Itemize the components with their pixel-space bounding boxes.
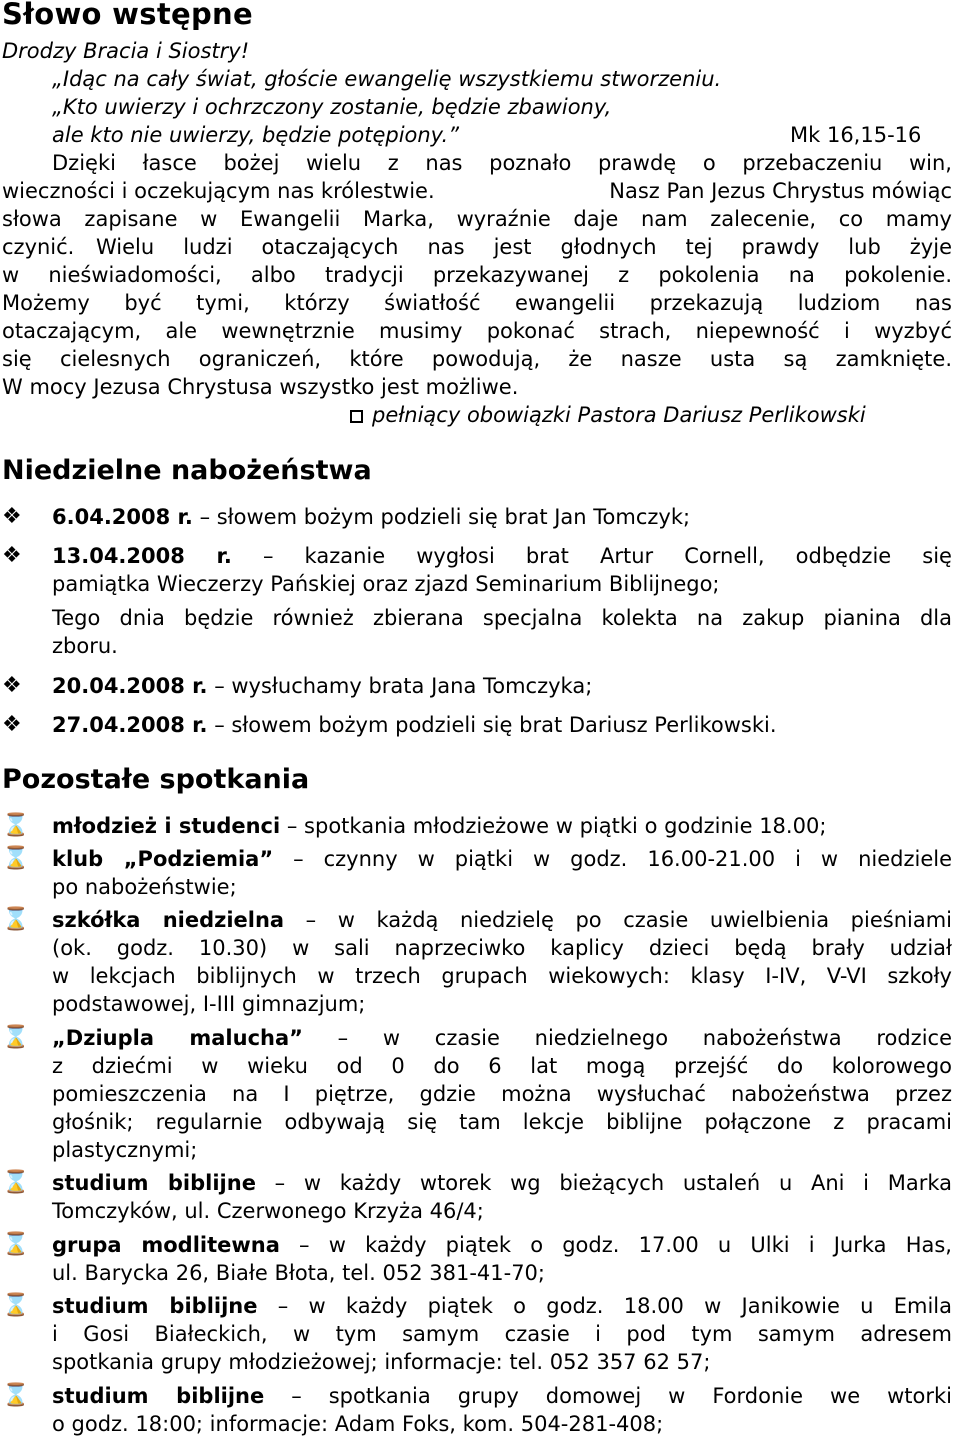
service-date: 13.04.2008 r. <box>52 544 232 568</box>
meeting-item <box>52 812 826 840</box>
intro-text-line: Dzięki łasce bożej wielu z nas poznało prawdę o przebaczeniu win, <box>52 151 952 175</box>
service-note-line: Tego dnia będzie również zbierana specjalna kolekta na zakup pianina dla <box>52 606 952 630</box>
hourglass-icon: ⌛ <box>2 1293 30 1318</box>
intro-text-line: w nieświadomości, albo tradycji przekazywanej z pokolenia na pokolenie. <box>2 263 952 287</box>
meeting-name: klub „Podziemia” <box>52 847 274 871</box>
meeting-description-line: głośnik; regularnie odbywają się tam lekcje biblijne połączone z pracami <box>52 1110 952 1134</box>
service-date: 20.04.2008 r. <box>52 674 208 698</box>
greeting: Drodzy Bracia i Siostry! <box>2 39 250 63</box>
four-diamond-star-icon: ❖ <box>2 543 22 568</box>
meeting-description-line: z dziećmi w wieku od 0 do 6 lat mogą przejść do kolorowego <box>52 1054 952 1078</box>
meeting-bullet <box>2 812 46 840</box>
intro-text-line: W mocy Jezusa Chrystusa wszystko jest możliwe. <box>2 375 519 399</box>
hourglass-icon: ⌛ <box>2 907 30 932</box>
service-bullet <box>2 711 46 739</box>
four-diamond-star-icon: ❖ <box>2 504 22 529</box>
service-bullet <box>2 672 46 700</box>
meeting-description-line: spotkania grupy młodzieżowej; informacje: tel. 052 357 62 57; <box>52 1350 711 1374</box>
service-date: 6.04.2008 r. <box>52 505 193 529</box>
intro-text-line: wieczności i oczekującym nas królestwie. <box>2 179 435 203</box>
meeting-description-line: o godz. 18:00; informacje: Adam Foks, kom. 504-281-408; <box>52 1412 664 1436</box>
meeting-item <box>52 1169 952 1197</box>
service-item <box>52 672 592 700</box>
meeting-bullet <box>2 906 46 934</box>
meeting-description: – spotkania młodzieżowe w piątki o godzinie 18.00; <box>280 814 827 838</box>
meeting-name: szkółka niedzielna <box>52 908 285 932</box>
service-item <box>52 503 690 531</box>
service-description: – kazanie wygłosi brat Artur Cornell, odbędzie się <box>231 544 952 568</box>
service-description: – wysłuchamy brata Jana Tomczyka; <box>207 674 593 698</box>
meeting-description: – spotkania grupy domowej w Fordonie we wtorki <box>264 1384 952 1408</box>
section-heading-nabozenstwa: Niedzielne nabożeństwa <box>2 455 372 486</box>
meeting-item <box>52 1231 952 1259</box>
four-diamond-star-icon: ❖ <box>2 712 22 737</box>
intro-text-line: się cielesnych ograniczeń, które powodują, że nasze usta są zamknięte. <box>2 347 952 371</box>
meeting-item <box>52 1382 952 1410</box>
section-heading-pozostale-spotkania: Pozostałe spotkania <box>2 764 310 795</box>
meeting-description: – czynny w piątki w godz. 16.00-21.00 i w niedziele <box>273 847 953 871</box>
service-description-line: pamiątka Wieczerzy Pańskiej oraz zjazd Seminarium Biblijnego; <box>52 572 720 596</box>
intro-text-line: czynić. <box>2 235 75 259</box>
meeting-description-line: w lekcjach biblijnych w trzech grupach wiekowych: klasy I-IV, V-VI szkoły <box>52 964 952 988</box>
meeting-item <box>52 906 952 934</box>
meeting-item <box>52 845 952 873</box>
intro-text-line: słowa zapisane w Ewangelii Marka, wyraźnie daje nam zalecenie, co mamy <box>2 207 952 231</box>
meeting-name: młodzież i studenci <box>52 814 281 838</box>
service-item <box>52 542 952 570</box>
hourglass-icon: ⌛ <box>2 1025 30 1050</box>
signature <box>350 401 866 429</box>
scripture-reference: Mk 16,15-16 <box>790 123 922 147</box>
service-description: – słowem bożym podzieli się brat Dariusz Perlikowski. <box>207 713 777 737</box>
meeting-description-line: i Gosi Białeckich, w tym samym czasie i pod tym samym adresem <box>52 1322 952 1346</box>
meeting-description-line: ul. Barycka 26, Białe Błota, tel. 052 381-41-70; <box>52 1261 545 1285</box>
meeting-description: – w każdą niedzielę po czasie uwielbienia pieśniami <box>284 908 953 932</box>
hourglass-icon: ⌛ <box>2 813 30 838</box>
meeting-bullet <box>2 1292 46 1320</box>
meeting-name: studium biblijne <box>52 1384 265 1408</box>
section-heading-slowo-wstepne: Słowo wstępne <box>2 0 253 31</box>
service-description: – słowem bożym podzieli się brat Jan Tomczyk; <box>192 505 691 529</box>
checkbox-icon <box>350 410 363 423</box>
meeting-description: – w każdy piątek o godz. 17.00 u Ulki i Jurka Has, <box>279 1233 952 1257</box>
meeting-bullet <box>2 845 46 873</box>
meeting-description: – w czasie niedzielnego nabożeństwa rodzice <box>302 1026 952 1050</box>
meeting-bullet <box>2 1231 46 1259</box>
meeting-name: „Dziupla malucha” <box>52 1026 303 1050</box>
meeting-bullet <box>2 1169 46 1197</box>
meeting-description: – w każdy wtorek wg bieżących ustaleń u Ani i Marka <box>255 1171 953 1195</box>
meeting-bullet <box>2 1024 46 1052</box>
intro-text-line: Wielu ludzi otaczających nas jest głodnych tej prawdy lub żyje <box>96 235 952 259</box>
meeting-description-line: (ok. godz. 10.30) w sali naprzeciwko kaplicy dzieci będą brały udział <box>52 936 952 960</box>
intro-text-line: Możemy być tymi, którzy światłość ewangelii przekazują ludziom nas <box>2 291 952 315</box>
meeting-name: studium biblijne <box>52 1294 258 1318</box>
meeting-item <box>52 1292 952 1320</box>
meeting-item <box>52 1024 952 1052</box>
four-diamond-star-icon: ❖ <box>2 673 22 698</box>
meeting-description-line: podstawowej, I-III gimnazjum; <box>52 992 366 1016</box>
service-note-line: zboru. <box>52 634 118 658</box>
service-bullet <box>2 503 46 531</box>
service-item <box>52 711 777 739</box>
meeting-description-line: po nabożeństwie; <box>52 875 237 899</box>
quote-line-1: „Idąc na cały świat, głoście ewangelię wszystkiemu stworzeniu. <box>52 67 722 91</box>
quote-line-3: ale kto nie uwierzy, będzie potępiony.” <box>52 123 460 147</box>
hourglass-icon: ⌛ <box>2 846 30 871</box>
intro-text-line: Nasz Pan Jezus Chrystus mówiąc <box>609 179 952 203</box>
service-date: 27.04.2008 r. <box>52 713 208 737</box>
meeting-description: – w każdy piątek o godz. 18.00 w Janikowie u Emila <box>257 1294 952 1318</box>
quote-line-2: „Kto uwierzy i ochrzczony zostanie, będzie zbawiony, <box>52 95 612 119</box>
meeting-name: grupa modlitewna <box>52 1233 280 1257</box>
meeting-name: studium biblijne <box>52 1171 256 1195</box>
meeting-description-line: plastycznymi; <box>52 1138 198 1162</box>
hourglass-icon: ⌛ <box>2 1170 30 1195</box>
signature-text: pełniący obowiązki Pastora Dariusz Perlikowski <box>372 403 866 427</box>
meeting-description-line: Tomczyków, ul. Czerwonego Krzyża 46/4; <box>52 1199 484 1223</box>
meeting-description-line: pomieszczenia na I piętrze, gdzie można wysłuchać nabożeństwa przez <box>52 1082 952 1106</box>
service-bullet <box>2 542 46 570</box>
meeting-bullet <box>2 1382 46 1410</box>
hourglass-icon: ⌛ <box>2 1383 30 1408</box>
intro-text-line: otaczającym, ale wewnętrznie musimy pokonać strach, niepewność i wyzbyć <box>2 319 952 343</box>
hourglass-icon: ⌛ <box>2 1232 30 1257</box>
